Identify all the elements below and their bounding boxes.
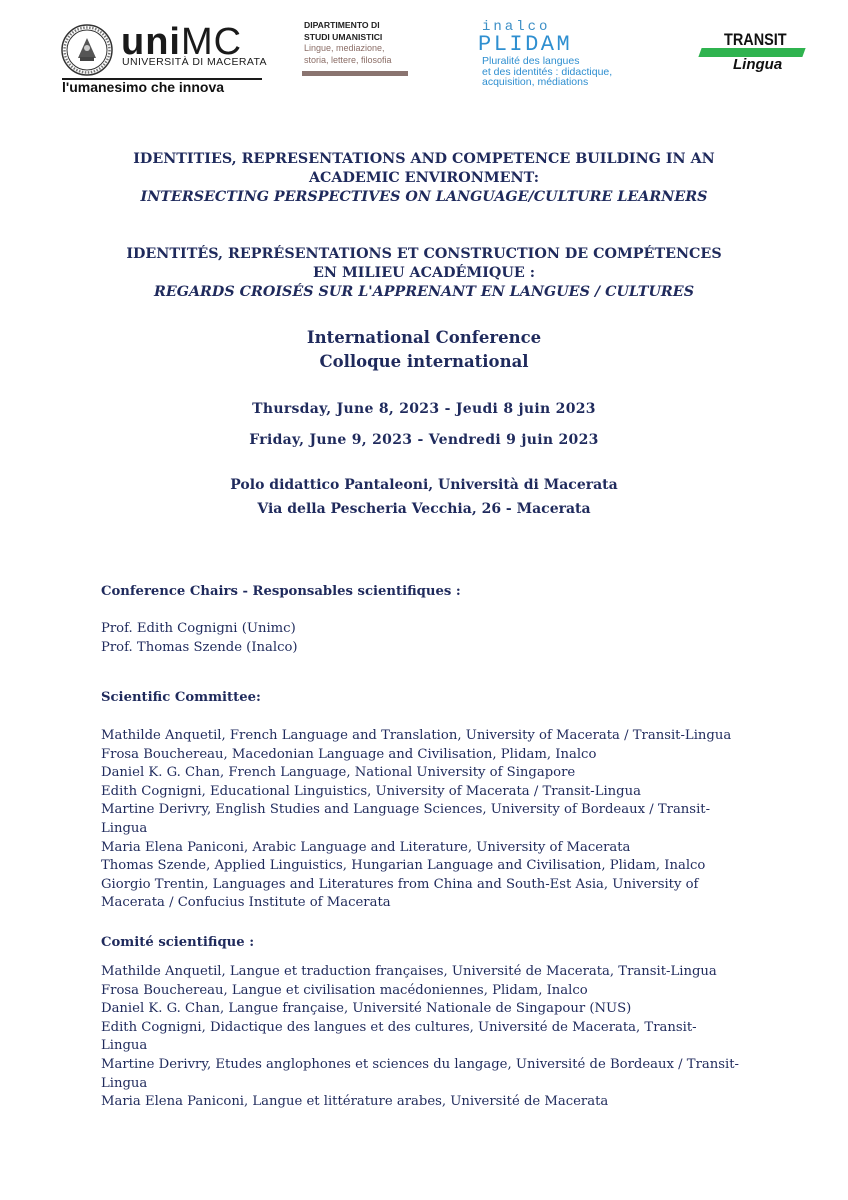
list-item: Maria Elena Paniconi, Langue et littérature arabes, Université de Macerata bbox=[101, 1094, 609, 1110]
plidam-tagline bbox=[482, 56, 612, 88]
list-item: Martine Derivry, Etudes anglophones et sciences du langage, Université de Bordeaux / Transit- bbox=[101, 1056, 739, 1072]
list-item: Daniel K. G. Chan, French Language, National University of Singapore bbox=[101, 765, 576, 781]
unimc-logo: uniMC bbox=[121, 21, 243, 63]
date-day1: Thursday, June 8, 2023 - Jeudi 8 juin 2023 bbox=[252, 401, 596, 417]
unimc-motto: l'umanesimo che innova bbox=[62, 79, 225, 95]
title-en-subtitle: INTERSECTING PERSPECTIVES ON LANGUAGE/CULTURE LEARNERS bbox=[140, 189, 708, 205]
department-logo-line4: storia, lettere, filosofia bbox=[304, 55, 392, 65]
list-item: Daniel K. G. Chan, Langue française, Université Nationale de Singapour (NUS) bbox=[101, 1001, 632, 1017]
plidam-tagline-line1: Pluralité des langues bbox=[482, 55, 580, 67]
list-item: Mathilde Anquetil, French Language and Translation, University of Macerata / Transit-Lingua bbox=[101, 728, 732, 743]
chairs-list bbox=[101, 620, 741, 657]
list-item: Prof. Thomas Szende (Inalco) bbox=[101, 639, 298, 655]
list-item: Martine Derivry, English Studies and Language Sciences, University of Bordeaux / Transit- bbox=[101, 802, 711, 818]
list-item: Mathilde Anquetil, Langue et traduction françaises, Université de Macerata, Transit-Lingua bbox=[101, 964, 717, 979]
list-item: Frosa Bouchereau, Langue et civilisation macédoniennes, Plidam, Inalco bbox=[101, 982, 588, 998]
venue-line1: Polo didattico Pantaleoni, Università di Macerata bbox=[230, 477, 618, 493]
list-item: Frosa Bouchereau, Macedonian Language and Civilisation, Plidam, Inalco bbox=[101, 746, 597, 762]
list-item: Maria Elena Paniconi, Arabic Language and Literature, University of Macerata bbox=[101, 839, 631, 855]
department-logo-line3: Lingue, mediazione, bbox=[304, 43, 385, 53]
list-item: Prof. Edith Cognigni (Unimc) bbox=[101, 621, 296, 636]
title-en-line2: ACADEMIC ENVIRONMENT: bbox=[308, 170, 540, 186]
department-logo-line1: DIPARTIMENTO DI bbox=[304, 20, 380, 30]
venue-line2: Via della Pescheria Vecchia, 26 - Macerata bbox=[257, 501, 591, 517]
department-logo-bar bbox=[302, 71, 408, 76]
title-fr-line2: EN MILIEU ACADÉMIQUE : bbox=[313, 265, 535, 281]
transit-logo-top: TRANSIT bbox=[724, 30, 787, 49]
list-item: Edith Cognigni, Didactique des langues et des cultures, Université de Macerata, Transit-Lingua bbox=[101, 1019, 697, 1054]
list-item: Thomas Szende, Applied Linguistics, Hungarian Language and Civilisation, Plidam, Inalco bbox=[101, 858, 706, 874]
university-seal-icon bbox=[61, 24, 113, 76]
date-day2: Friday, June 9, 2023 - Vendredi 9 juin 2023 bbox=[249, 432, 599, 448]
list-item: Macerata / Confucius Institute of Macerata bbox=[101, 895, 391, 911]
department-logo-line2: STUDI UMANISTICI bbox=[304, 32, 383, 42]
list-item: Giorgio Trentin, Languages and Literatures from China and South-Est Asia, University of bbox=[101, 876, 699, 892]
chairs-heading: Conference Chairs - Responsables scientifiques : bbox=[101, 584, 461, 599]
plidam-tagline-line3: acquisition, médiations bbox=[482, 76, 589, 88]
committee-fr-list bbox=[101, 963, 741, 1112]
list-item: Edith Cognigni, Educational Linguistics, University of Macerata / Transit-Lingua bbox=[101, 783, 641, 799]
plidam-logo: PLIDAM bbox=[478, 32, 573, 57]
plidam-tagline-line2: et des identités : didactique, bbox=[482, 65, 613, 78]
committee-en-list bbox=[101, 727, 741, 913]
committee-en-heading: Scientific Committee: bbox=[101, 690, 261, 705]
transit-logo-bottom: Lingua bbox=[733, 56, 783, 73]
title-fr-line1: IDENTITÉS, REPRÉSENTATIONS ET CONSTRUCTION DE COMPÉTENCES bbox=[126, 246, 722, 262]
title-en-line1: IDENTITIES, REPRESENTATIONS AND COMPETENCE BUILDING IN AN bbox=[133, 151, 715, 167]
list-item: Lingua bbox=[101, 820, 148, 836]
title-fr-subtitle: REGARDS CROISÉS SUR L'APPRENANT EN LANGUES / CULTURES bbox=[153, 284, 695, 300]
title-en bbox=[0, 150, 848, 207]
inalco-label: inalco bbox=[482, 19, 551, 35]
list-item: Lingua bbox=[101, 1075, 148, 1091]
unimc-subtitle: UNIVERSITÀ DI MACERATA bbox=[122, 56, 267, 68]
conference-en: International Conference bbox=[306, 328, 542, 347]
title-fr bbox=[0, 245, 848, 302]
conference-fr: Colloque international bbox=[319, 352, 529, 371]
committee-fr-heading: Comité scientifique : bbox=[101, 935, 255, 950]
